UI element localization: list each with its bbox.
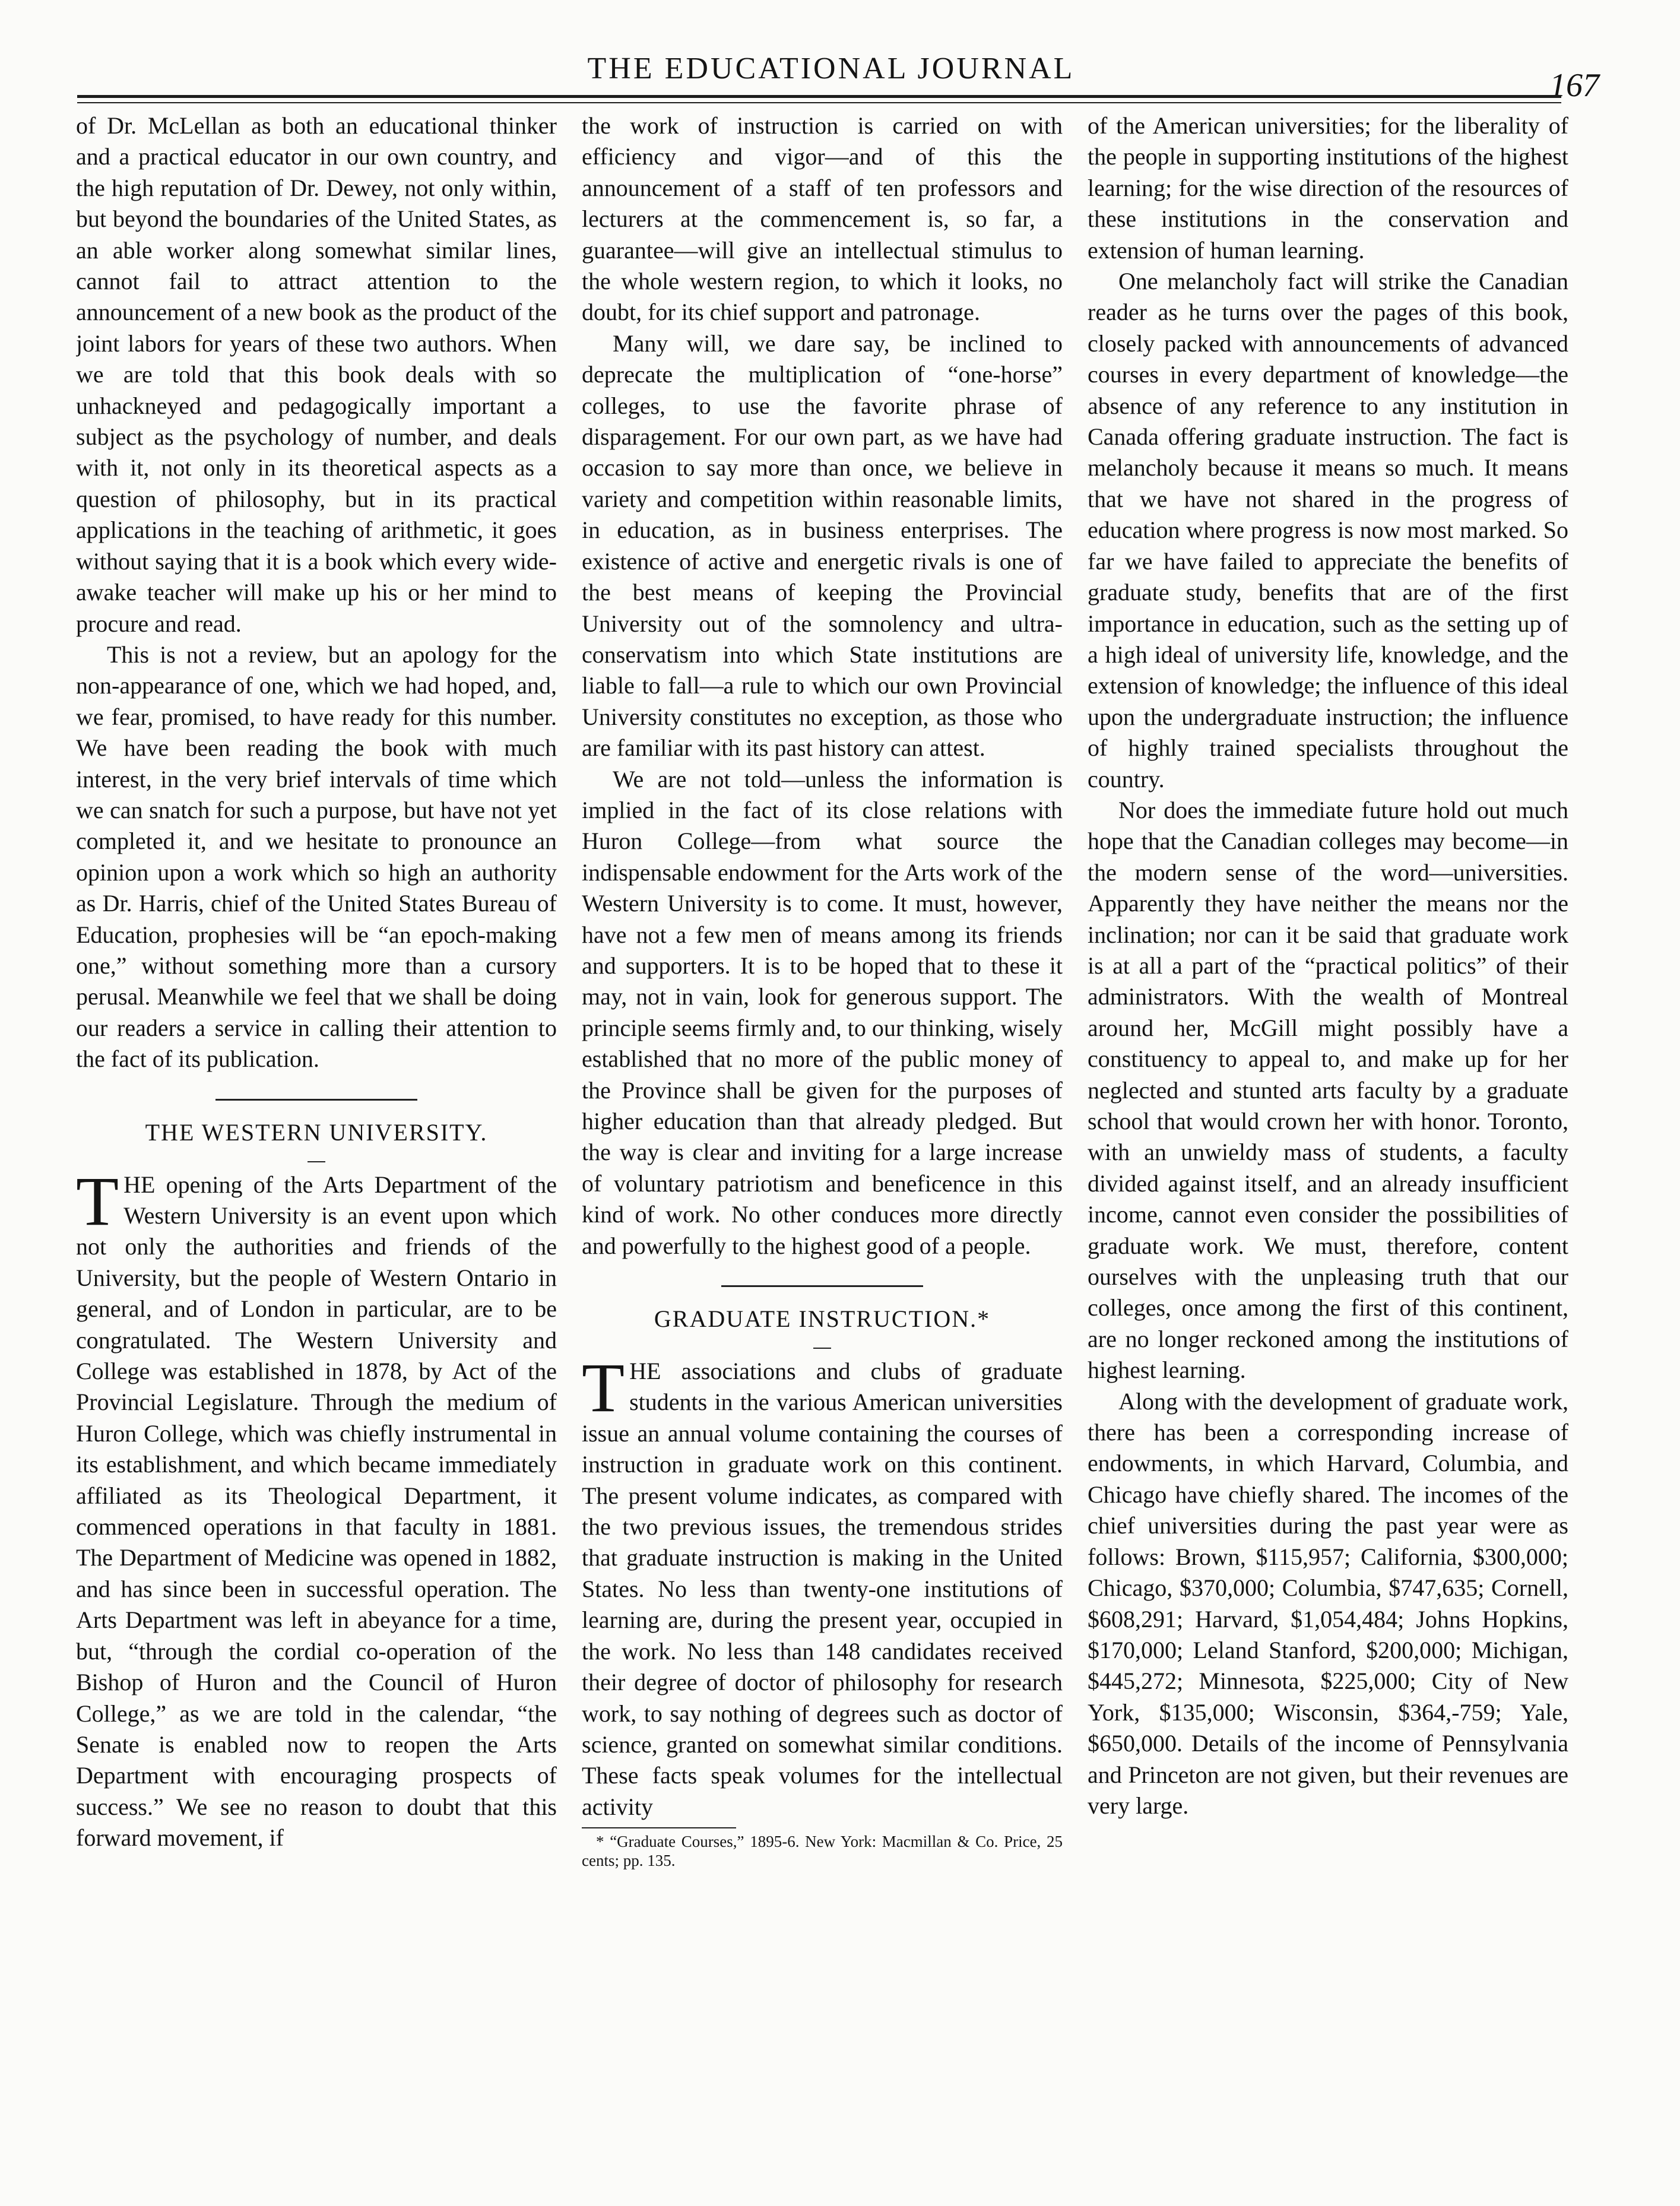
heading-dash — [308, 1161, 325, 1162]
section-heading-graduate-instruction: GRADUATE INSTRUCTION.* — [654, 1305, 991, 1333]
paragraph: One melancholy fact will strike the Canadian reader as he turns over the pages of this book, closely packed with announcements of advanced courses in every department of knowledge—the absence of any reference to any institution in Canada offering graduate instruction. The fact is melancholy because it means so much. It means that we have not shared in the progress of education where progress is now most marked. So far we have failed to appreciate the benefits of graduate study, benefits that are of the first importance in education, such as the setting up of a high ideal of university life, knowledge, and the extension of knowledge; the influence of this ideal upon the undergraduate instruction; the influence of highly trained specialists throughout the country. — [1088, 268, 1568, 793]
column-middle — [582, 110, 1063, 2153]
drop-cap: T — [76, 1162, 119, 1240]
paragraph: the work of instruction is carried on with efficiency and vigor—and of this the announcement of a staff of ten professors and lecturers at the commencement is, so far, a guarantee—will give an intellectual stimulus to the whole western region, to which it looks, no doubt, for its chief support and patronage. — [582, 112, 1063, 326]
paragraph-text: HE opening of the Arts Department of the Western University is an event upon which not only the authorities and friends of the University, but the people of Western Ontario in general, and of London in particular, are to be congratulated. The Western University and College was established in 1878, by Act of the Provincial Legislature. Through the medium of Huron College, which was chiefly instrumental in its establishment, and which became immediately affiliated as its Theological Department, it commenced operations in that faculty in 1881. The Department of Medicine was opened in 1882, and has since been in successful operation. The Arts Department was left in abeyance for a time, but, “through the cordial co-operation of the Bishop of Huron and the Council of Huron College,” as we are told in the calendar, “the Senate is enabled now to reopen the Arts Department with encouraging prospects of success.” We see no reason to doubt that this forward movement, if — [76, 1171, 557, 1852]
footnote: * “Graduate Courses,” 1895-6. New York: Macmillan & Co. Price, 25 cents; pp. 135. — [582, 1833, 1063, 1870]
paragraph: This is not a review, but an apology for the non-appearance of one, which we had hoped, and, we fear, promised, to have ready for this number. We have been reading the book with much interest, in the very brief intervals of time which we can snatch for such a purpose, but have not yet completed it, and we hesitate to pronounce an opinion upon a work which so high an authority as Dr. Harris, chief of the United States Bureau of Education, prophesies will be “an epoch-making one,” without something more than a cursory perusal. Meanwhile we feel that we shall be doing our readers a service in calling their attention to the fact of its publication. — [76, 641, 557, 1073]
heading-dash — [813, 1348, 831, 1349]
paragraph-text: HE associations and clubs of graduate students in the various American universities issue an annual volume containing the courses of instruction in graduate work on this continent. The present volume indicates, as compared with the two previous issues, the tremendous strides that graduate instruction is making in the United States. No less than twenty-one institutions of learning are, during the present year, occupied in the work. No less than 148 candidates received their degree of doctor of philosophy for research work, to say nothing of degrees such as doctor of science, granted on somewhat similar conditions. These facts speak volumes for the intellectual activity — [582, 1358, 1063, 1820]
page-number: 167 — [1549, 67, 1599, 104]
drop-cap: T — [582, 1349, 625, 1427]
footnote-rule — [582, 1827, 736, 1828]
header-rule-thin — [77, 102, 1561, 103]
column-left — [76, 110, 557, 2153]
paragraph: Along with the development of graduate work, there has been a corresponding increase of endowments, in which Harvard, Columbia, and Chicago have chiefly shared. The incomes of the chief universities during the past year were as follows: Brown, $115,957; California, $300,000; Chicago, $370,000; Columbia, $747,635; Cornell, $608,291; Harvard, $1,054,484; Johns Hopkins, $170,000; Leland Stanford, $200,000; Michigan, $445,272; Minnesota, $225,000; City of New York, $135,000; Wisconsin, $364,-759; Yale, $650,000. Details of the income of Pennsylvania and Princeton are not given, but their revenues are very large. — [1088, 1387, 1568, 1819]
section-divider — [215, 1099, 417, 1101]
paragraph: We are not told—unless the information is implied in the fact of its close relations with Huron College—from what source the indispensable endowment for the Arts work of the Western University is to come. It must, however, have not a few men of means among its friends and supporters. It is to be hoped that to these it may, not in vain, look for generous support. The principle seems firmly and, to our thinking, wisely established that no more of the public money of the Province shall be given for the purposes of higher education than that already pledged. But the way is clear and inviting for a large increase of voluntary patriotism and beneficence in this kind of work. No other conduces more directly and powerfully to the highest good of a people. — [582, 765, 1063, 1259]
header-rule — [77, 95, 1561, 98]
paragraph: of the American universities; for the liberality of the people in supporting institutions of the highest learning; for the wise direction of the resources of these institutions in the conservation and extension of human learning. — [1088, 112, 1568, 264]
journal-title: THE EDUCATIONAL JOURNAL — [587, 52, 1075, 85]
paragraph: Many will, we dare say, be inclined to deprecate the multiplication of “one-horse” colleges, to use the favorite phrase of disparagement. For our own part, as we have had occasion to say more than once, we believe in variety and competition within reasonable limits, in education, as in business enterprises. The existence of active and energetic rivals is one of the best means of keeping the Provincial University out of the somnolency and ultra-conservatism into which State institutions are liable to fall—a rule to which our own Provincial University constitutes no exception, as those who are familiar with its past history can attest. — [582, 329, 1063, 762]
section-divider — [721, 1285, 923, 1287]
paragraph: of Dr. McLellan as both an educational thinker and a practical educator in our own country, and the high reputation of Dr. Dewey, not only within, but beyond the boundaries of the United States, as an able worker along somewhat similar lines, cannot fail to attract attention to the announcement of a new book as the product of the joint labors for years of these two authors. When we are told that this book deals with so unhackneyed and pedagogically important a subject as the psychology of number, and deals with it, not only in its theoretical aspects as a question of philosophy, but in its practical applications in the teaching of arithmetic, it goes without saying that it is a book which every wide-awake teacher will make up his or her mind to procure and read. — [76, 112, 557, 637]
section-heading-western-university: THE WESTERN UNIVERSITY. — [145, 1118, 488, 1146]
paragraph-with-dropcap — [76, 1162, 557, 1854]
paragraph: Nor does the immediate future hold out much hope that the Canadian colleges may become—in the modern sense of the word—universities. Apparently they have neither the means nor the inclination; nor can it be said that graduate work is at all a part of the “practical politics” of their administrators. With the wealth of Montreal around her, McGill might possibly have a constituency to appeal to, and make up for her neglected and stunted arts faculty by a graduate school that would crown her with honor. Toronto, with an unwieldy mass of students, a faculty divided against itself, and an already insufficient income, cannot even consider the possibilities of graduate work. We must, therefore, content ourselves with the unpleasing truth that our colleges, once among the first of this continent, are no longer reckoned among the institutions of highest learning. — [1088, 796, 1568, 1384]
column-right — [1088, 110, 1568, 2153]
page-header — [65, 51, 1599, 104]
paragraph-with-dropcap — [582, 1349, 1063, 1823]
